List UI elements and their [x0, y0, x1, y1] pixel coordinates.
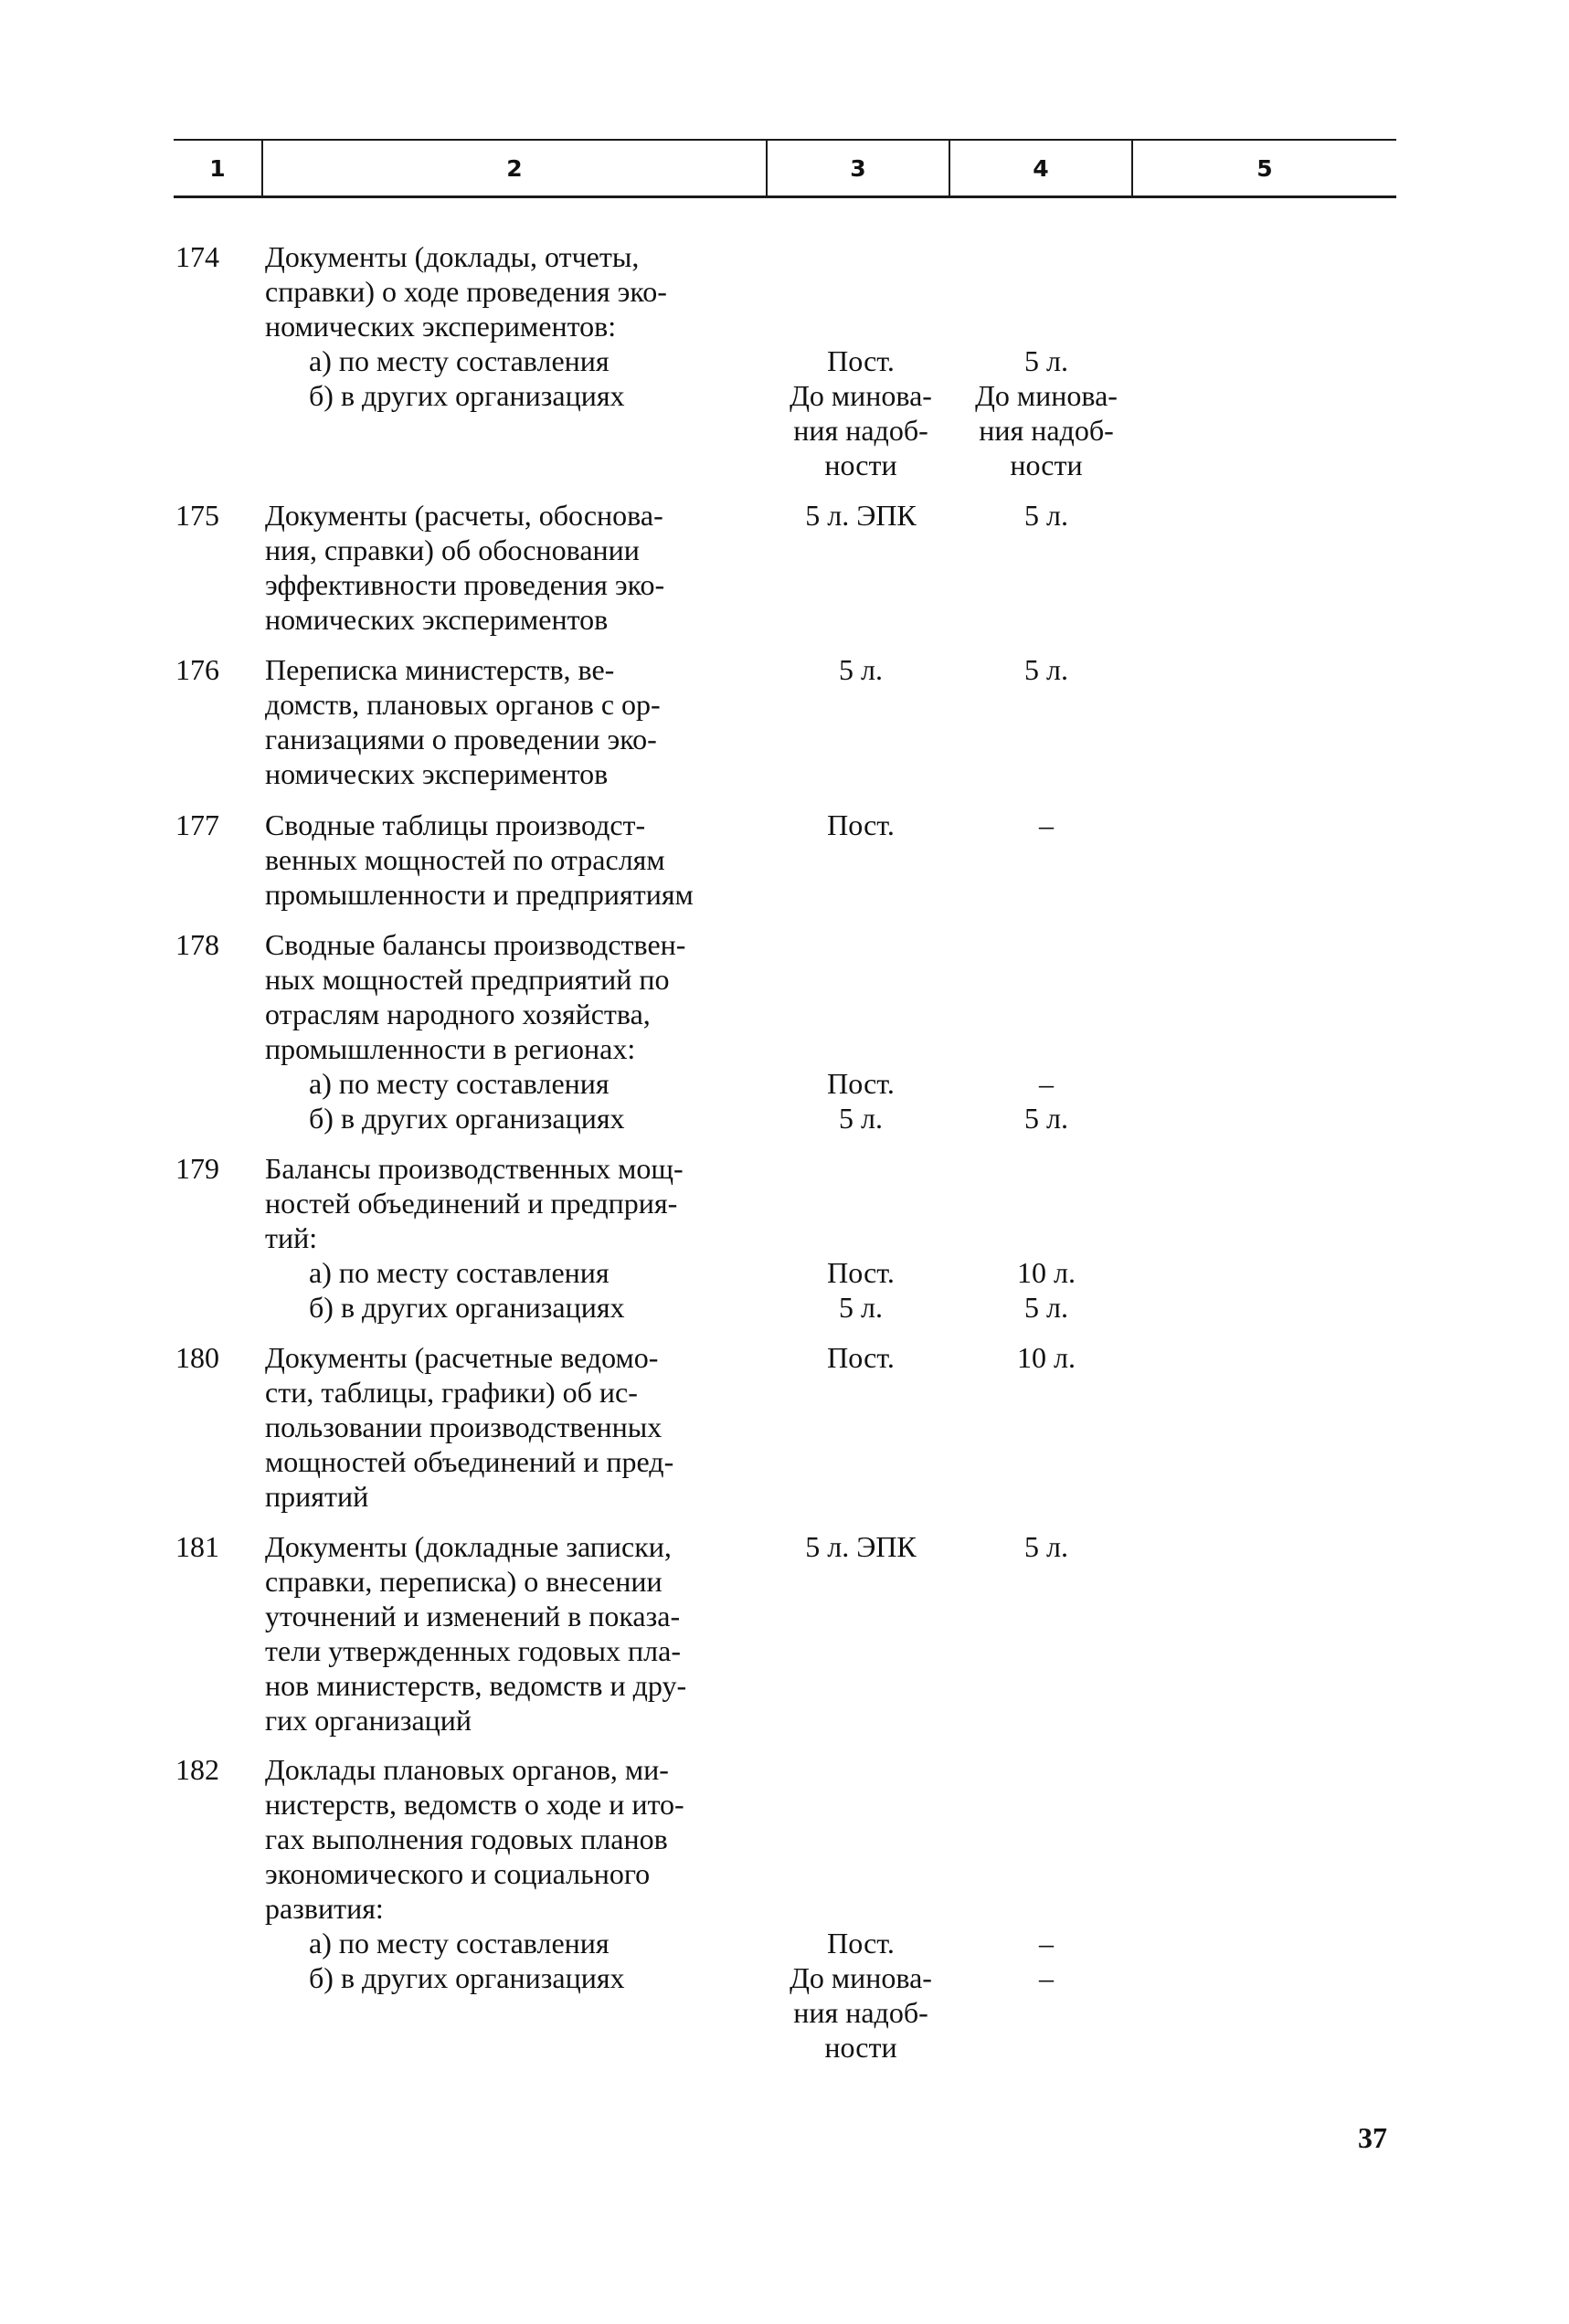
description-line: мощностей объединений и пред- — [265, 1445, 674, 1478]
cell-line: – — [1039, 1927, 1054, 1960]
description-line: гих организаций — [265, 1704, 472, 1737]
description-line: пользовании производственных — [265, 1410, 663, 1443]
cell-line: 5 л. ЭПК — [805, 1530, 917, 1563]
row-number: 182 — [175, 1753, 219, 1786]
cell-line: Пост. — [827, 1927, 895, 1960]
description-line: Балансы производственных мощ- — [265, 1152, 684, 1185]
sub-item: а) по месту составления — [309, 1256, 610, 1289]
description-line: промышленности в регионах: — [265, 1032, 636, 1065]
cell-line: 5 л. — [1024, 1291, 1068, 1324]
retention-column-4 — [950, 343, 1142, 482]
cell-line: ности — [1010, 449, 1083, 481]
header-top-rule — [174, 139, 1396, 141]
cell-line: – — [1039, 808, 1054, 841]
retention-column-4 — [950, 1926, 1142, 1995]
retention-column-3 — [765, 1066, 957, 1136]
cell-line: ния надоб- — [793, 1996, 928, 2029]
retention-column-4 — [950, 652, 1142, 687]
description-line: номических экспериментов — [265, 757, 609, 790]
description-line: домств, плановых органов с ор- — [265, 688, 661, 721]
description-line: тий: — [265, 1221, 318, 1254]
row-number: 175 — [175, 499, 219, 532]
retention-column-3 — [765, 808, 957, 842]
header-bottom-rule — [174, 195, 1396, 198]
column-header-5: 5 — [1256, 155, 1273, 182]
cell-line: 10 л. — [1017, 1256, 1076, 1289]
row-description — [265, 808, 768, 912]
row-number: 174 — [175, 240, 219, 273]
retention-column-4 — [950, 1066, 1142, 1136]
description-line: отраслям народного хозяйства, — [265, 998, 651, 1030]
row-number: 177 — [175, 808, 219, 841]
retention-column-3 — [765, 1529, 957, 1564]
cell-line: 5 л. — [1024, 653, 1068, 686]
description-line: Документы (докладные записки, — [265, 1530, 672, 1563]
retention-column-3 — [765, 652, 957, 687]
row-description — [265, 1529, 768, 1738]
row-number: 181 — [175, 1530, 219, 1563]
description-line: нов министерств, ведомств и дру- — [265, 1669, 687, 1702]
cell-line: – — [1039, 1067, 1054, 1100]
retention-column-4 — [950, 1255, 1142, 1325]
description-line: эффективности проведения эко- — [265, 568, 665, 601]
row-description — [265, 1151, 768, 1325]
description-line: ностей объединений и предприя- — [265, 1187, 678, 1220]
description-line: Документы (доклады, отчеты, — [265, 240, 640, 273]
row-number: 176 — [175, 653, 219, 686]
row-number: 178 — [175, 928, 219, 961]
cell-line: До минова- — [790, 1961, 932, 1994]
row-description — [265, 652, 768, 791]
sub-item: а) по месту составления — [309, 344, 610, 377]
column-header-row — [174, 139, 1396, 199]
retention-column-3 — [765, 498, 957, 533]
row-number: 180 — [175, 1341, 219, 1374]
cell-line: До минова- — [975, 379, 1118, 412]
description-line: ных мощностей предприятий по — [265, 963, 670, 996]
row-description — [265, 1340, 768, 1514]
cell-line: ности — [824, 449, 897, 481]
description-line: гах выполнения годовых планов — [265, 1822, 668, 1855]
column-header-3: 3 — [850, 155, 866, 182]
description-line: сти, таблицы, графики) об ис- — [265, 1376, 638, 1409]
retention-column-4 — [950, 498, 1142, 533]
retention-column-4 — [950, 1340, 1142, 1375]
cell-line: 5 л. — [839, 1102, 883, 1135]
description-line: Переписка министерств, ве- — [265, 653, 615, 686]
description-line: справки, переписка) о внесении — [265, 1565, 663, 1598]
description-line: тели утвержденных годовых пла- — [265, 1634, 681, 1667]
column-header-2: 2 — [506, 155, 523, 182]
cell-line: Пост. — [827, 344, 895, 377]
row-number: 179 — [175, 1152, 219, 1185]
cell-line: Пост. — [827, 808, 895, 841]
cell-line: ния надоб- — [979, 414, 1114, 447]
cell-line: 5 л. — [1024, 1102, 1068, 1135]
description-line: экономического и социального — [265, 1857, 651, 1890]
description-line: Документы (расчетные ведомо- — [265, 1341, 659, 1374]
cell-line: Пост. — [827, 1256, 895, 1289]
column-header-4: 4 — [1033, 155, 1049, 182]
sub-item: а) по месту составления — [309, 1067, 610, 1100]
row-description — [265, 498, 768, 637]
retention-column-3 — [765, 1340, 957, 1375]
description-line: приятий — [265, 1480, 369, 1513]
description-line: ния, справки) об обосновании — [265, 533, 640, 566]
cell-line: ности — [824, 2031, 897, 2064]
description-line: промышленности и предприятиям — [265, 878, 694, 911]
retention-column-3 — [765, 1255, 957, 1325]
cell-line: 5 л. — [1024, 1530, 1068, 1563]
row-description — [265, 1752, 768, 1995]
cell-line: 5 л. — [1024, 499, 1068, 532]
cell-line: – — [1039, 1961, 1054, 1994]
description-line: номических экспериментов — [265, 603, 609, 636]
description-line: уточнений и изменений в показа- — [265, 1600, 681, 1632]
sub-item: б) в других организациях — [309, 1291, 625, 1324]
retention-column-4 — [950, 1529, 1142, 1564]
sub-item: б) в других организациях — [309, 1102, 625, 1135]
cell-line: 5 л. ЭПК — [805, 499, 917, 532]
description-line: нистерств, ведомств о ходе и ито- — [265, 1788, 684, 1821]
cell-line: 5 л. — [839, 653, 883, 686]
row-description — [265, 239, 768, 413]
sub-item: а) по месту составления — [309, 1927, 610, 1960]
column-header-1: 1 — [209, 155, 226, 182]
retention-column-3 — [765, 1926, 957, 2065]
description-line: Документы (расчеты, обоснова- — [265, 499, 663, 532]
retention-column-3 — [765, 343, 957, 482]
retention-column-4 — [950, 808, 1142, 842]
sub-item: б) в других организациях — [309, 1961, 625, 1994]
sub-item: б) в других организациях — [309, 379, 625, 412]
description-line: Сводные балансы производствен- — [265, 928, 686, 961]
description-line: ганизациями о проведении эко- — [265, 723, 657, 755]
cell-line: 10 л. — [1017, 1341, 1076, 1374]
description-line: Сводные таблицы производст- — [265, 808, 646, 841]
description-line: Доклады плановых органов, ми- — [265, 1753, 669, 1786]
cell-line: До минова- — [790, 379, 932, 412]
cell-line: 5 л. — [1024, 344, 1068, 377]
description-line: венных мощностей по отраслям — [265, 843, 665, 876]
cell-line: 5 л. — [839, 1291, 883, 1324]
page-number: 37 — [1358, 2121, 1387, 2154]
cell-line: Пост. — [827, 1067, 895, 1100]
cell-line: ния надоб- — [793, 414, 928, 447]
cell-line: Пост. — [827, 1341, 895, 1374]
description-line: номических экспериментов: — [265, 310, 617, 343]
row-description — [265, 927, 768, 1136]
description-line: справки) о ходе проведения эко- — [265, 275, 667, 308]
description-line: развития: — [265, 1892, 384, 1925]
